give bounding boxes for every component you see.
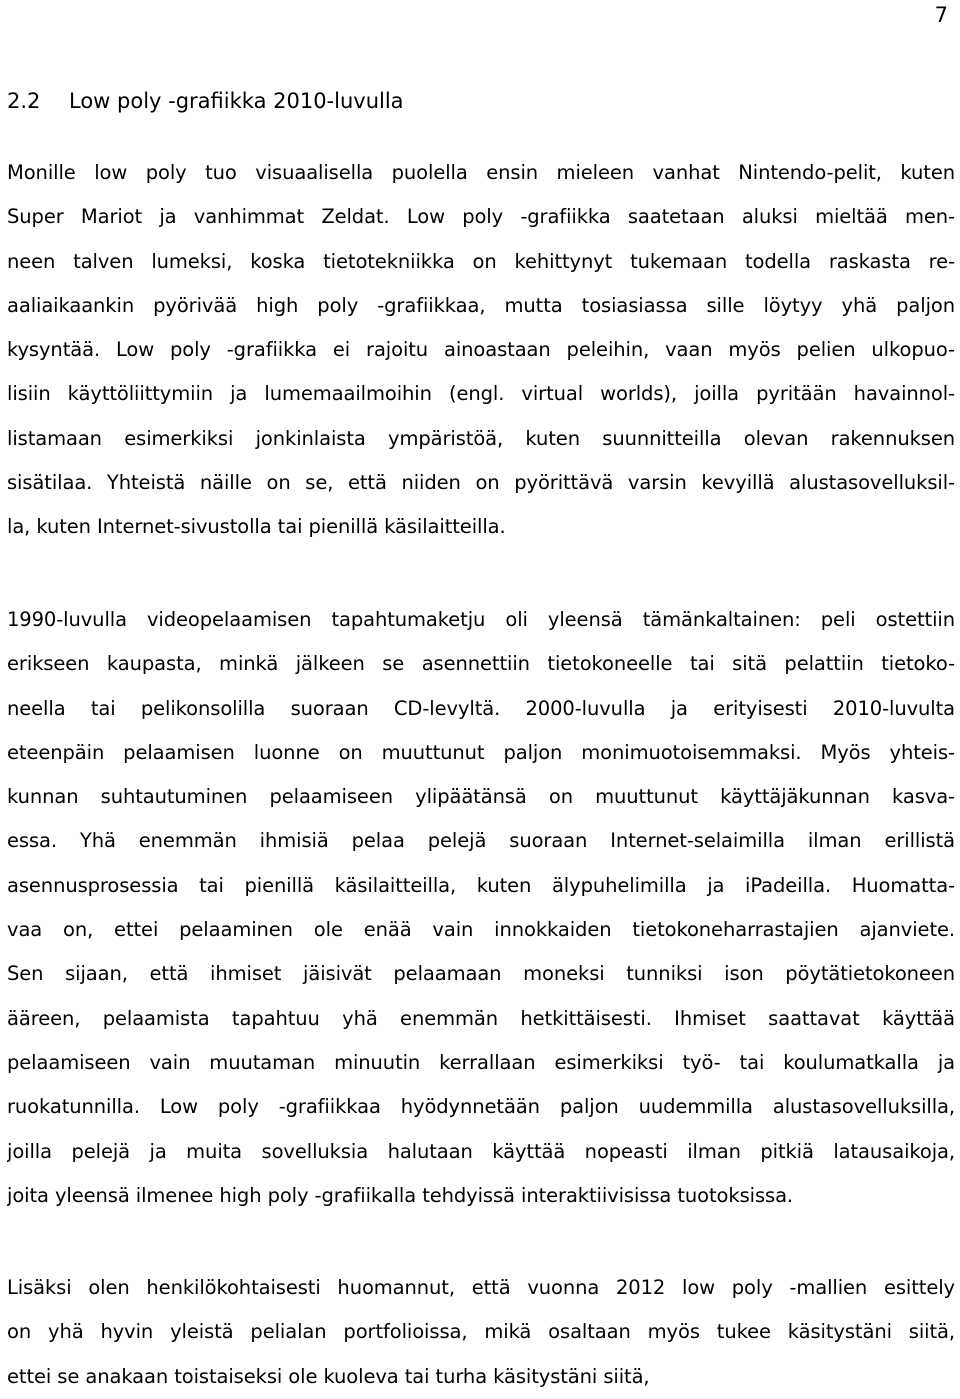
paragraph-line: neella tai pelikonsolilla suoraan CD-levyltä. 2000-luvulla ja erityisesti 2010-luvulta bbox=[7, 696, 955, 720]
paragraph-3 bbox=[7, 1266, 955, 1399]
paragraph-line: pelaamiseen vain muutaman minuutin kerrallaan esimerkiksi työ- tai koulumatkalla ja bbox=[7, 1050, 955, 1074]
paragraph-line: ruokatunnilla. Low poly -grafiikkaa hyödynnetään paljon uudemmilla alustasovelluksilla, bbox=[7, 1095, 955, 1119]
paragraph-line: kysyntää. Low poly -grafiikka ei rajoitu ainoastaan peleihin, vaan myös pelien ulkopuo- bbox=[7, 338, 955, 362]
paragraph-2 bbox=[7, 598, 955, 1218]
paragraph-line: ettei se anakaan toistaiseksi ole kuoleva tai turha käsitystäni siitä, bbox=[7, 1364, 650, 1388]
paragraph-line: 1990-luvulla videopelaamisen tapahtumaketju oli yleensä tämänkaltainen: peli ostettiin bbox=[7, 608, 955, 631]
paragraph-line: eteenpäin pelaamisen luonne on muuttunut paljon monimuotoisemmaksi. Myös yhteis- bbox=[7, 740, 955, 764]
paragraph-line: erikseen kaupasta, minkä jälkeen se asennettiin tietokoneelle tai sitä pelattiin tietoko- bbox=[7, 652, 955, 676]
paragraph-line: listamaan esimerkiksi jonkinlaista ympäristöä, kuten suunnitteilla olevan rakennuksen bbox=[7, 426, 955, 450]
paragraph-line: Sen sijaan, että ihmiset jäisivät pelaamaan moneksi tunniksi ison pöytätietokoneen bbox=[7, 962, 955, 986]
section-title: Low poly -grafiikka 2010-luvulla bbox=[69, 89, 404, 113]
paragraph-line: vaa on, ettei pelaaminen ole enää vain innokkaiden tietokoneharrastajien ajanviete. bbox=[7, 918, 955, 942]
section-heading bbox=[7, 87, 404, 115]
paragraph-line: asennusprosessia tai pienillä käsilaitteilla, kuten älypuhelimilla ja iPadeilla. Huomatta- bbox=[7, 873, 955, 897]
paragraph-line: ääreen, pelaamista tapahtuu yhä enemmän hetkittäisesti. Ihmiset saattavat käyttää bbox=[7, 1006, 955, 1030]
paragraph-1 bbox=[7, 151, 955, 550]
paragraph-line: joilla pelejä ja muita sovelluksia halutaan käyttää nopeasti ilman pitkiä latausaikoja, bbox=[7, 1139, 955, 1163]
paragraph-line: on yhä hyvin yleistä pelialan portfolioissa, mikä osaltaan myös tukee käsitystäni siitä, bbox=[7, 1320, 955, 1344]
paragraph-line: aaliaikaankin pyörivää high poly -grafiikkaa, mutta tosiasiassa sille löytyy yhä paljon bbox=[7, 293, 955, 317]
paragraph-line: lisiin käyttöliittymiin ja lumemaailmoihin (engl. virtual worlds), joilla pyritään havainnol- bbox=[7, 382, 955, 406]
paragraph-line: sisätilaa. Yhteistä näille on se, että niiden on pyörittävä varsin kevyillä alustasovelluksil- bbox=[7, 471, 955, 495]
paragraph-line: Monille low poly tuo visuaalisella puolella ensin mieleen vanhat Nintendo-pelit, kuten bbox=[7, 161, 955, 184]
section-number: 2.2 bbox=[7, 89, 41, 113]
paragraph-line: essa. Yhä enemmän ihmisiä pelaa pelejä suoraan Internet-selaimilla ilman erillistä bbox=[7, 829, 955, 853]
paragraph-line: Lisäksi olen henkilökohtaisesti huomannut, että vuonna 2012 low poly -mallien esittely bbox=[7, 1276, 955, 1299]
paragraph-line: kunnan suhtautuminen pelaamiseen ylipäätänsä on muuttunut käyttäjäkunnan kasva- bbox=[7, 785, 955, 809]
paragraph-line: neen talven lumeksi, koska tietotekniikka on kehittynyt tukemaan todella raskasta re- bbox=[7, 249, 955, 273]
paragraph-line: joita yleensä ilmenee high poly -grafiikalla tehdyissä interaktiivisissa tuotoksissa. bbox=[7, 1183, 794, 1207]
page-number: 7 bbox=[934, 3, 948, 27]
paragraph-line: Super Mariot ja vanhimmat Zeldat. Low poly -grafiikka saatetaan aluksi mieltää men- bbox=[7, 205, 955, 229]
paragraph-line: la, kuten Internet-sivustolla tai pienillä käsilaitteilla. bbox=[7, 515, 506, 539]
